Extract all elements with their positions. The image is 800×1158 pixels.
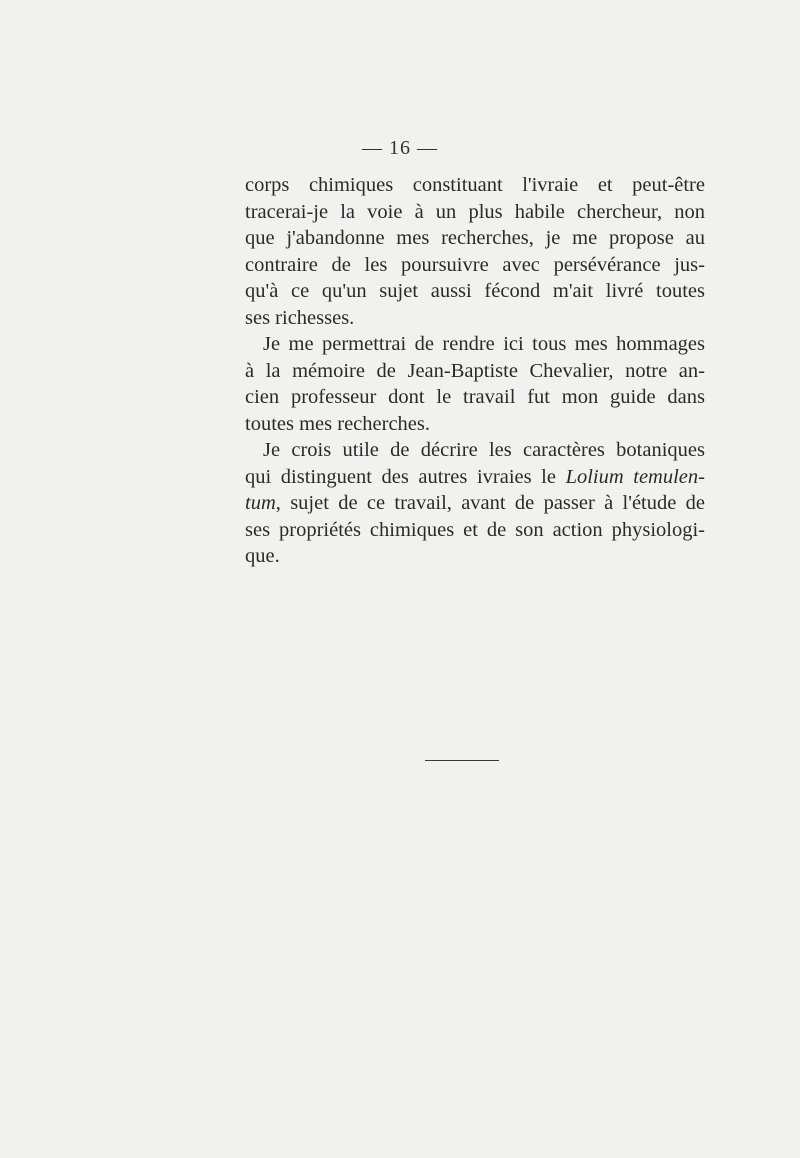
text-line: ses propriétés chimiques et de son action physiologi- (245, 518, 705, 541)
text-line: ses richesses. (245, 306, 355, 329)
body-text (245, 172, 705, 570)
text-line: que j'abandonne mes recherches, je me propose au (245, 227, 705, 249)
page-number: — 16 — (362, 137, 438, 159)
text-line: qu'à ce qu'un sujet aussi fécond m'ait livré toutes (245, 280, 705, 302)
text-line: cien professeur dont le travail fut mon guide dans (245, 386, 705, 408)
text-line: tracerai-je la voie à un plus habile chercheur, non (245, 200, 705, 223)
text-line: Je me permettrai de rendre ici tous mes hommages (263, 333, 705, 355)
text-fragment: qui distinguent des autres ivraies le (245, 465, 556, 488)
text-line: contraire de les poursuivre avec persévérance jus- (245, 253, 705, 276)
species-name: Lolium temulen- (565, 465, 705, 488)
separator-rule (425, 760, 499, 761)
text-line (245, 490, 705, 517)
text-line (245, 464, 705, 491)
text-line: à la mémoire de Jean-Baptiste Chevalier, notre an- (245, 359, 705, 382)
text-line: toutes mes recherches. (245, 412, 430, 435)
text-line: corps chimiques constituant l'ivraie et peut-être (245, 174, 705, 196)
text-line: que. (245, 545, 280, 567)
text-fragment: , sujet de ce travail, avant de passer à l'étude de (275, 492, 705, 514)
species-name-end: tum (245, 492, 276, 514)
text-line: Je crois utile de décrire les caractères botaniques (263, 439, 705, 461)
